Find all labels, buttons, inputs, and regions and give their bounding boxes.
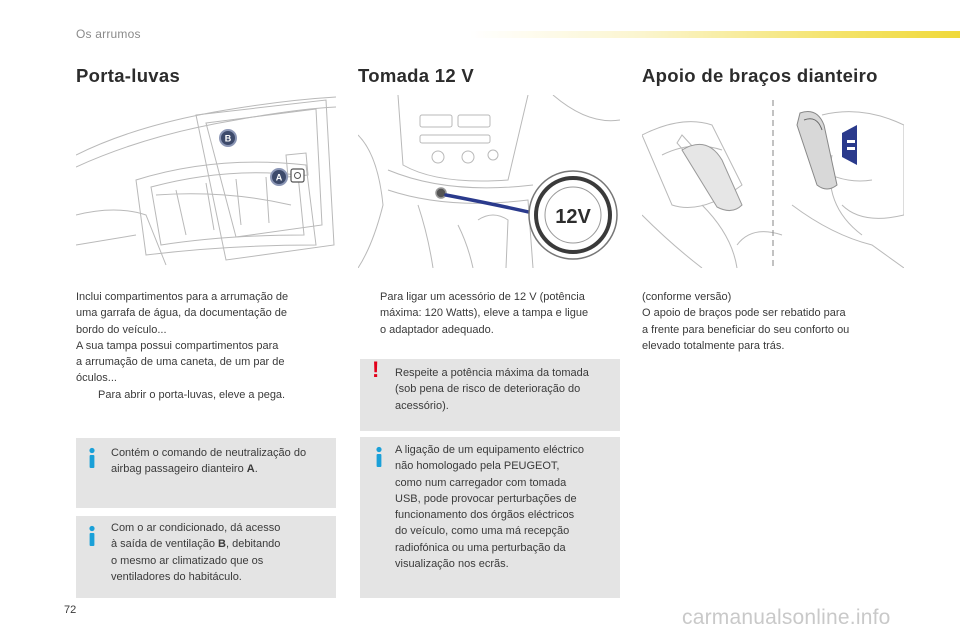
armrest-title: Apoio de braços dianteiro (642, 65, 878, 86)
info-equip-line: funcionamento dos órgãos eléctricos (395, 509, 575, 522)
info-equip-line: do veículo, como uma má recepção (395, 525, 570, 538)
watermark: carmanualsonline.info (682, 606, 891, 629)
info-equip-line: visualização nos ecrãs. (395, 558, 509, 571)
glovebox-text-line: óculos... (76, 372, 117, 385)
info-vent-line: o mesmo ar climatizado que os (111, 554, 264, 567)
glovebox-illustration (76, 95, 336, 268)
socket-bullet-line: o adaptador adequado. (380, 323, 494, 336)
info-box-ventilation (76, 516, 336, 598)
glovebox-bullet (76, 387, 338, 403)
section-header: Os arrumos (76, 27, 141, 41)
label-b: B (224, 133, 232, 144)
info-icon (85, 525, 99, 547)
armrest-illustration (642, 95, 904, 268)
warning-line: (sob pena de risco de deterioração do (395, 383, 581, 396)
socket-text (358, 289, 620, 338)
armrest-text-line: elevado totalmente para trás. (642, 339, 785, 352)
info-icon (372, 446, 386, 468)
info-airbag-line: Contém o comando de neutralização do (111, 447, 307, 459)
info-equip-line: como num carregador com tomada (395, 476, 567, 489)
socket-bullet-line: máxima: 120 Watts), eleve a tampa e ligue (380, 307, 589, 320)
armrest-text-line: a frente para beneficiar do seu conforto ou (642, 323, 850, 336)
info-box-equipment (360, 437, 620, 598)
socket-12v-label: 12V (555, 206, 591, 228)
page-number: 72 (64, 604, 77, 616)
glovebox-text (76, 289, 338, 403)
info-equip-line: radiofónica ou uma perturbação da (395, 541, 566, 554)
glovebox-title: Porta-luvas (76, 65, 181, 86)
socket-title: Tomada 12 V (358, 65, 475, 86)
info-vent-bold: B (218, 538, 226, 551)
glovebox-text-line: A sua tampa possui compartimentos para (76, 339, 279, 352)
armrest-text-line: (conforme versão) (642, 291, 732, 303)
warning-line: acessório). (395, 399, 449, 412)
warning-line: Respeite a potência máxima da tomada (395, 367, 589, 379)
glovebox-bullet-text: Para abrir o porta-luvas, eleve a pega. (98, 388, 286, 401)
info-vent-text: à saída de ventilação (111, 538, 219, 551)
info-vent-line (111, 536, 331, 552)
info-vent-text: , debitando (225, 538, 281, 551)
info-vent-line: ventiladores do habitáculo. (111, 570, 242, 583)
info-airbag-text: airbag passageiro dianteiro (111, 463, 247, 476)
info-vent-line: Com o ar condicionado, dá acesso (111, 522, 281, 534)
socket-illustration (358, 95, 620, 268)
info-icon (85, 447, 99, 469)
armrest-text (642, 289, 904, 354)
info-equip-line: não homologado pela PEUGEOT, (395, 460, 560, 473)
info-equip-line: A ligação de um equipamento eléctrico (395, 444, 584, 456)
info-box-airbag (76, 438, 336, 508)
socket-bullet-line: Para ligar um acessório de 12 V (potência (380, 291, 585, 303)
info-airbag-line (111, 461, 331, 477)
armrest-text-line: O apoio de braços pode ser rebatido para (642, 307, 846, 320)
glovebox-text-line: Inclui compartimentos para a arrumação de (76, 291, 289, 303)
info-airbag-bold: A (246, 463, 255, 476)
label-a: A (275, 172, 283, 183)
info-airbag-post: . (254, 463, 258, 476)
glovebox-text-line: uma garrafa de água, da documentação de (76, 307, 287, 320)
info-equip-line: USB, pode provocar perturbações de (395, 492, 577, 505)
glovebox-text-line: bordo do veículo... (76, 323, 167, 336)
socket-bullet (358, 289, 620, 338)
warning-box-power (360, 359, 620, 431)
header-accent-bar (470, 31, 960, 38)
glovebox-text-line: a arrumação de uma caneta, de um par de (76, 356, 285, 369)
warning-icon: ! (372, 357, 380, 382)
